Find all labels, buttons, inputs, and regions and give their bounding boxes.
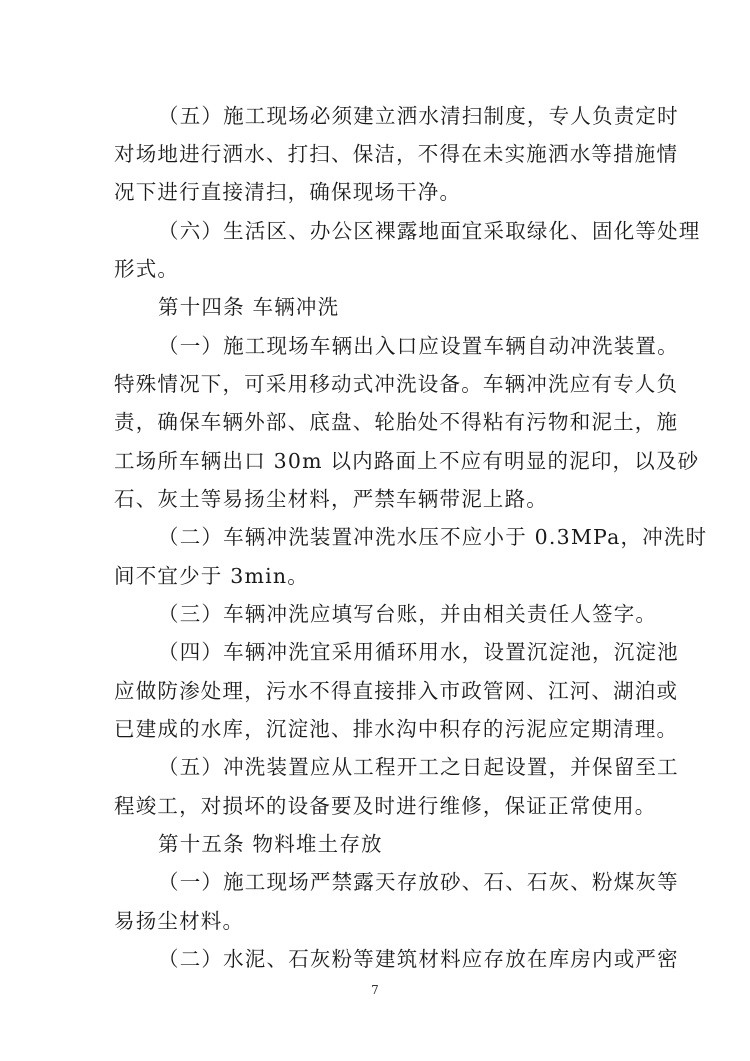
page-number: 7 <box>371 983 379 997</box>
paragraph-line: （一）施工现场严禁露天存放砂、石、石灰、粉煤灰等 <box>158 870 679 894</box>
paragraph-line: 应做防渗处理，污水不得直接排入市政管网、江河、湖泊或 <box>114 679 679 703</box>
paragraph-line: （六）生活区、办公区裸露地面宜采取绿化、固化等处理 <box>158 219 701 243</box>
paragraph-line: （二）水泥、石灰粉等建筑材料应存放在库房内或严密 <box>158 947 679 971</box>
section-heading: 第十五条 物料堆土存放 <box>158 832 383 856</box>
paragraph-line: 石、灰土等易扬尘材料，严禁车辆带泥上路。 <box>114 487 548 511</box>
paragraph-line: 易扬尘材料。 <box>114 909 245 933</box>
paragraph-line: （五）施工现场必须建立洒水清扫制度，专人负责定时 <box>158 104 679 128</box>
paragraph-line: （二）车辆冲洗装置冲洗水压不应小于 0.3MPa，冲洗时 <box>158 525 708 549</box>
paragraph-line: 工场所车辆出口 30m 以内路面上不应有明显的泥印，以及砂 <box>114 449 700 473</box>
paragraph-line: 对场地进行洒水、打扫、保洁，不得在未实施洒水等措施情 <box>114 142 679 166</box>
paragraph-line: （五）冲洗装置应从工程开工之日起设置，并保留至工 <box>158 755 679 779</box>
paragraph-line: 特殊情况下，可采用移动式冲洗设备。车辆冲洗应有专人负 <box>114 372 679 396</box>
paragraph-line: 责，确保车辆外部、底盘、轮胎处不得粘有污物和泥土，施 <box>114 410 679 434</box>
paragraph-line: 程竣工，对损坏的设备要及时进行维修，保证正常使用。 <box>114 794 657 818</box>
paragraph-line: （一）施工现场车辆出入口应设置车辆自动冲洗装置。 <box>158 334 679 358</box>
paragraph-line: 间不宜少于 3min。 <box>114 564 309 588</box>
section-heading: 第十四条 车辆冲洗 <box>158 295 340 319</box>
paragraph-line: （四）车辆冲洗宜采用循环用水，设置沉淀池，沉淀池 <box>158 640 679 664</box>
paragraph-line: 形式。 <box>114 257 180 281</box>
paragraph-line: 况下进行直接清扫，确保现场干净。 <box>114 180 462 204</box>
paragraph-line: 已建成的水库，沉淀池、排水沟中积存的污泥应定期清理。 <box>114 717 679 741</box>
paragraph-line: （三）车辆冲洗应填写台账，并由相关责任人签字。 <box>158 602 658 626</box>
